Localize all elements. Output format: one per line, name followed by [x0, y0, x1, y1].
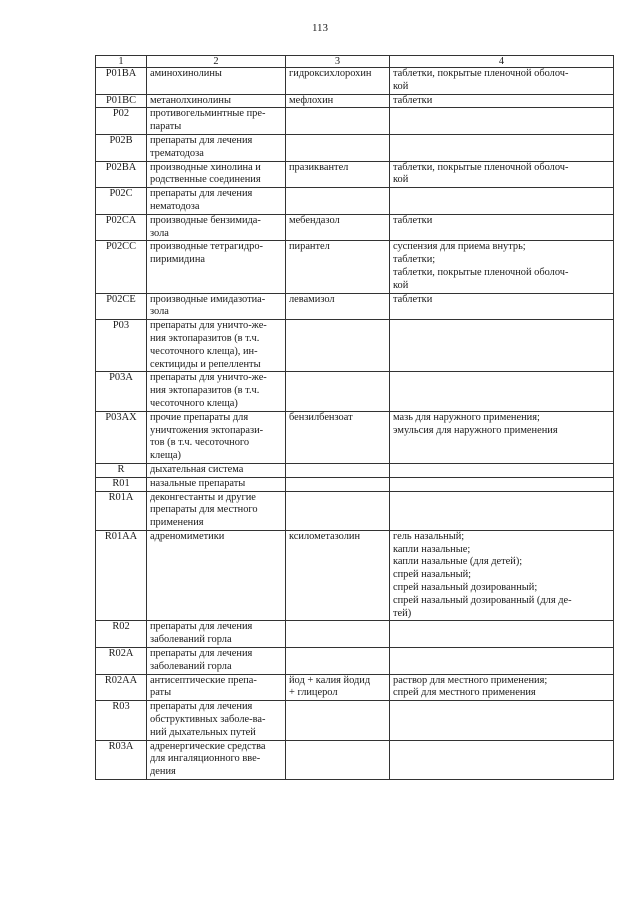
header-row — [96, 56, 614, 68]
group-name-cell: производные бензимида- зола — [147, 214, 286, 241]
group-name-cell: препараты для лечения заболеваний горла — [147, 621, 286, 648]
atc-code-cell: R01 — [96, 477, 147, 491]
atc-code-cell: P03 — [96, 320, 147, 372]
atc-code-cell: P02B — [96, 134, 147, 161]
group-name-cell: препараты для лечения обструктивных заболе-ва- ний дыхательных путей — [147, 701, 286, 740]
group-name-cell: производные хинолина и родственные соединения — [147, 161, 286, 188]
atc-code-cell: R02A — [96, 648, 147, 675]
atc-code-cell: P02 — [96, 108, 147, 135]
dosage-form-cell — [390, 188, 614, 215]
group-name-cell: препараты для уничто-же- ния эктопаразитов (в т.ч. чесоточного клеща) — [147, 372, 286, 411]
dosage-form-cell: гель назальный; капли назальные; капли назальные (для детей); спрей назальный; спрей назальный дозированный; спрей назальный дозированный (для де- тей) — [390, 530, 614, 621]
dosage-form-cell — [390, 491, 614, 530]
group-name-cell: аминохинолины — [147, 68, 286, 95]
dosage-form-cell — [390, 648, 614, 675]
substance-cell — [286, 621, 390, 648]
dosage-form-cell: таблетки — [390, 94, 614, 108]
atc-code-cell: R01A — [96, 491, 147, 530]
group-name-cell: деконгестанты и другие препараты для местного применения — [147, 491, 286, 530]
group-name-cell: назальные препараты — [147, 477, 286, 491]
substance-cell: йод + калия йодид + глицерол — [286, 674, 390, 701]
group-name-cell: антисептические препа- раты — [147, 674, 286, 701]
atc-code-cell: P02BA — [96, 161, 147, 188]
table-row — [96, 372, 614, 411]
substance-cell — [286, 463, 390, 477]
atc-code-cell: R01AA — [96, 530, 147, 621]
table-row — [96, 94, 614, 108]
atc-code-cell: R02 — [96, 621, 147, 648]
table-row — [96, 491, 614, 530]
table-row — [96, 161, 614, 188]
atc-code-cell: R03A — [96, 740, 147, 779]
group-name-cell: препараты для лечения трематодоза — [147, 134, 286, 161]
table-row — [96, 648, 614, 675]
dosage-form-cell: таблетки — [390, 293, 614, 320]
group-name-cell: противогельминтные пре- параты — [147, 108, 286, 135]
column-header: 2 — [147, 56, 286, 68]
table-row — [96, 621, 614, 648]
page-number: 113 — [311, 22, 329, 34]
substance-cell — [286, 491, 390, 530]
table-row — [96, 463, 614, 477]
table-row — [96, 214, 614, 241]
substance-cell — [286, 648, 390, 675]
group-name-cell: адренергические средства для ингаляционного вве- дения — [147, 740, 286, 779]
table-row — [96, 134, 614, 161]
atc-code-cell: P01BC — [96, 94, 147, 108]
table-row — [96, 477, 614, 491]
table-row — [96, 188, 614, 215]
dosage-form-cell — [390, 701, 614, 740]
table-row — [96, 293, 614, 320]
dosage-form-cell — [390, 463, 614, 477]
table-row — [96, 411, 614, 463]
group-name-cell: прочие препараты для уничтожения эктопарази- тов (в т.ч. чесоточного клеща) — [147, 411, 286, 463]
substance-cell — [286, 740, 390, 779]
table-row — [96, 701, 614, 740]
column-header: 1 — [96, 56, 147, 68]
substance-cell — [286, 108, 390, 135]
dosage-form-cell: суспензия для приема внутрь; таблетки; таблетки, покрытые пленочной оболоч- кой — [390, 241, 614, 293]
group-name-cell: препараты для лечения нематодоза — [147, 188, 286, 215]
group-name-cell: адреномиметики — [147, 530, 286, 621]
dosage-form-cell — [390, 740, 614, 779]
table-row — [96, 674, 614, 701]
table-body — [96, 68, 614, 780]
substance-cell — [286, 372, 390, 411]
table-row — [96, 241, 614, 293]
table-row — [96, 740, 614, 779]
substance-cell — [286, 188, 390, 215]
atc-code-cell: P01BA — [96, 68, 147, 95]
atc-code-cell: P03AX — [96, 411, 147, 463]
drug-table — [95, 55, 614, 780]
atc-code-cell: P02C — [96, 188, 147, 215]
atc-code-cell: P02CE — [96, 293, 147, 320]
atc-code-cell: P02CA — [96, 214, 147, 241]
substance-cell: левамизол — [286, 293, 390, 320]
dosage-form-cell — [390, 372, 614, 411]
substance-cell: мефлохин — [286, 94, 390, 108]
substance-cell: пирантел — [286, 241, 390, 293]
substance-cell — [286, 701, 390, 740]
substance-cell: гидроксихлорохин — [286, 68, 390, 95]
group-name-cell: препараты для уничто-же- ния эктопаразитов (в т.ч. чесоточного клеща), ин- сектициды и репелленты — [147, 320, 286, 372]
substance-cell — [286, 320, 390, 372]
substance-cell — [286, 477, 390, 491]
substance-cell: бензилбензоат — [286, 411, 390, 463]
atc-code-cell: R02AA — [96, 674, 147, 701]
atc-code-cell: R03 — [96, 701, 147, 740]
column-header: 4 — [390, 56, 614, 68]
substance-cell: мебендазол — [286, 214, 390, 241]
table-row — [96, 108, 614, 135]
dosage-form-cell: таблетки, покрытые пленочной оболоч- кой — [390, 68, 614, 95]
atc-code-cell: P02CC — [96, 241, 147, 293]
dosage-form-cell: раствор для местного применения; спрей для местного применения — [390, 674, 614, 701]
dosage-form-cell: мазь для наружного применения; эмульсия для наружного применения — [390, 411, 614, 463]
dosage-form-cell — [390, 477, 614, 491]
dosage-form-cell: таблетки, покрытые пленочной оболоч- кой — [390, 161, 614, 188]
atc-code-cell: R — [96, 463, 147, 477]
dosage-form-cell — [390, 621, 614, 648]
group-name-cell: препараты для лечения заболеваний горла — [147, 648, 286, 675]
table-row — [96, 68, 614, 95]
group-name-cell: метанолхинолины — [147, 94, 286, 108]
dosage-form-cell — [390, 320, 614, 372]
substance-cell: празиквантел — [286, 161, 390, 188]
atc-code-cell: P03A — [96, 372, 147, 411]
dosage-form-cell: таблетки — [390, 214, 614, 241]
group-name-cell: производные имидазотиа- зола — [147, 293, 286, 320]
substance-cell: ксилометазолин — [286, 530, 390, 621]
dosage-form-cell — [390, 108, 614, 135]
dosage-form-cell — [390, 134, 614, 161]
table-row — [96, 530, 614, 621]
table-row — [96, 320, 614, 372]
group-name-cell: производные тетрагидро- пиримидина — [147, 241, 286, 293]
group-name-cell: дыхательная система — [147, 463, 286, 477]
substance-cell — [286, 134, 390, 161]
column-header: 3 — [286, 56, 390, 68]
